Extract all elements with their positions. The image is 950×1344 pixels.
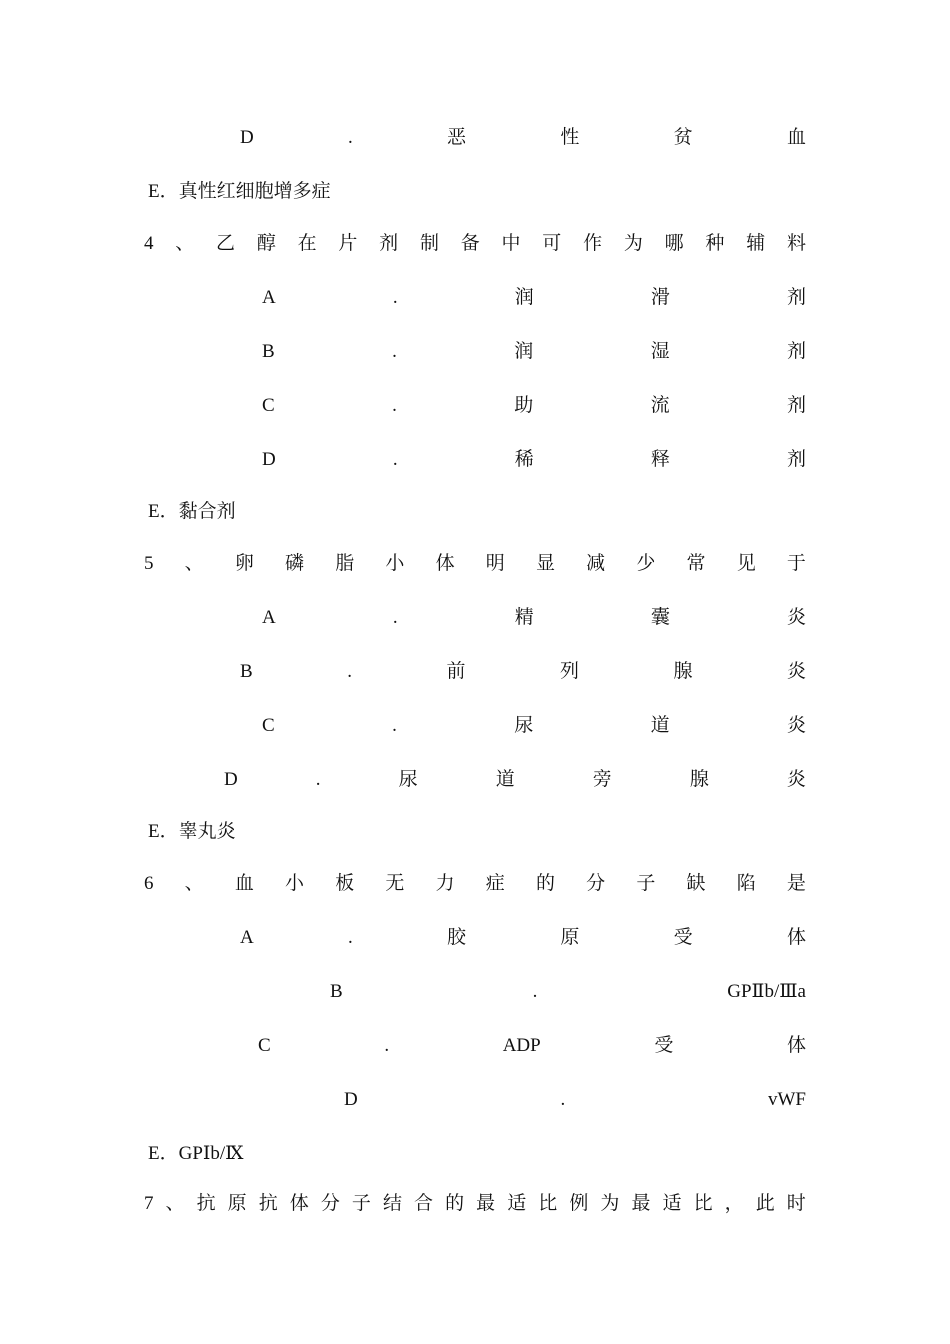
question-number: 5	[144, 553, 154, 574]
option-char: 受	[654, 1035, 674, 1056]
option-dot: .	[348, 927, 353, 948]
q3-option-e: E．真性红细胞增多症	[148, 181, 331, 202]
q6-option-c	[258, 1032, 806, 1060]
option-letter: A	[240, 927, 254, 948]
question-char: 的	[535, 873, 555, 894]
question-char: 减	[586, 553, 606, 574]
option-dot: .	[392, 715, 397, 736]
option-char: 剂	[786, 287, 806, 308]
option-dot: .	[392, 395, 397, 416]
q4-option-b	[262, 338, 806, 366]
question-char: 无	[385, 873, 405, 894]
option-char: 旁	[592, 769, 612, 790]
question-char: 比	[693, 1193, 713, 1214]
question-char: 常	[686, 553, 706, 574]
question-char: 的	[445, 1193, 465, 1214]
option-char: 稀	[514, 449, 534, 470]
option-char: 助	[514, 395, 534, 416]
option-char: 腺	[673, 661, 693, 682]
question-char: 此	[755, 1193, 775, 1214]
question-char: 作	[583, 233, 603, 254]
option-char: 炎	[786, 661, 806, 682]
question-char: 卵	[234, 553, 254, 574]
question-char: 辅	[746, 233, 766, 254]
q6-option-d	[344, 1086, 806, 1114]
option-letter: A	[262, 607, 276, 628]
q6-option-e: E．GPⅠb/Ⅸ	[148, 1143, 244, 1164]
q4-option-e: E．黏合剂	[148, 501, 236, 522]
option-dot: .	[392, 341, 397, 362]
option-char: 囊	[650, 607, 670, 628]
option-char: 精	[514, 607, 534, 628]
option-char: 炎	[786, 715, 806, 736]
option-dot: .	[392, 607, 398, 628]
option-letter: C	[262, 395, 275, 416]
option-char: 胶	[447, 927, 467, 948]
question-char: 备	[460, 233, 480, 254]
question-char: 乙	[216, 233, 236, 254]
question-char: 血	[234, 873, 254, 894]
option-char: 滑	[650, 287, 670, 308]
option-dot: .	[560, 1089, 566, 1110]
question-char: 、	[184, 553, 204, 574]
option-char: 润	[514, 341, 534, 362]
question-char: 体	[289, 1193, 309, 1214]
option-char: 体	[786, 1035, 806, 1056]
question-char: 时	[786, 1193, 806, 1214]
q4-question	[144, 230, 806, 258]
question-char: 症	[485, 873, 505, 894]
option-char: 列	[559, 661, 579, 682]
option-dot: .	[315, 769, 321, 790]
question-char: 种	[705, 233, 725, 254]
question-char: 板	[335, 873, 355, 894]
option-letter: B	[240, 661, 253, 682]
option-char: 道	[650, 715, 670, 736]
option-letter: D	[262, 449, 276, 470]
q5-option-b	[240, 658, 806, 686]
option-dot: .	[384, 1035, 390, 1056]
option-char: 尿	[398, 769, 418, 790]
option-char: 腺	[689, 769, 709, 790]
question-char: 、	[175, 233, 195, 254]
question-char: 剂	[379, 233, 399, 254]
question-number: 6	[144, 873, 154, 894]
question-char: 、	[165, 1193, 185, 1214]
option-char: 恶	[447, 127, 467, 148]
option-text: vWF	[767, 1089, 806, 1110]
question-char: 磷	[285, 553, 305, 574]
option-char: 前	[446, 661, 466, 682]
question-char: 力	[435, 873, 455, 894]
question-number: 7	[144, 1193, 154, 1214]
question-char: 合	[414, 1193, 434, 1214]
q5-question	[144, 550, 806, 578]
question-char: 见	[736, 553, 756, 574]
option-letter: C	[258, 1035, 271, 1056]
option-letter: B	[330, 981, 343, 1002]
option-char: 道	[495, 769, 515, 790]
option-letter: D	[240, 127, 254, 148]
question-char: 、	[184, 873, 204, 894]
option-char: 贫	[673, 127, 693, 148]
question-char: 子	[351, 1193, 371, 1214]
option-char: 性	[560, 127, 580, 148]
question-char: 为	[623, 233, 643, 254]
question-char: 哪	[664, 233, 684, 254]
question-char: 比	[538, 1193, 558, 1214]
option-char: 血	[786, 127, 806, 148]
question-char: 例	[569, 1193, 589, 1214]
option-char: 剂	[786, 341, 806, 362]
question-char: 醇	[256, 233, 276, 254]
option-letter: C	[262, 715, 275, 736]
question-number: 4	[144, 233, 154, 254]
question-char: 分	[320, 1193, 340, 1214]
question-char: 抗	[258, 1193, 278, 1214]
option-char: 原	[560, 927, 580, 948]
option-char: 释	[650, 449, 670, 470]
option-text: ADP	[502, 1035, 541, 1056]
option-dot: .	[392, 449, 398, 470]
option-dot: .	[532, 981, 538, 1002]
question-char: 少	[636, 553, 656, 574]
q6-option-b	[330, 978, 806, 1006]
question-char: 抗	[196, 1193, 216, 1214]
question-char: 制	[419, 233, 439, 254]
question-char: 适	[507, 1193, 527, 1214]
question-char: 原	[227, 1193, 247, 1214]
option-dot: .	[392, 287, 398, 308]
option-letter: D	[344, 1089, 358, 1110]
option-letter: A	[262, 287, 276, 308]
option-char: 炎	[786, 607, 806, 628]
question-char: 最	[631, 1193, 651, 1214]
option-char: 润	[514, 287, 534, 308]
q3-option-d	[240, 124, 806, 152]
option-char: 体	[786, 927, 806, 948]
question-char: 脂	[335, 553, 355, 574]
question-char: 可	[542, 233, 562, 254]
option-dot: .	[347, 661, 352, 682]
question-char: 小	[385, 553, 405, 574]
question-char: 小	[285, 873, 305, 894]
question-char: 料	[786, 233, 806, 254]
option-char: 流	[650, 395, 670, 416]
question-char: 子	[636, 873, 656, 894]
option-char: 剂	[786, 395, 806, 416]
option-letter: D	[224, 769, 238, 790]
question-char: 明	[485, 553, 505, 574]
question-char: 中	[501, 233, 521, 254]
q5-option-d	[224, 766, 806, 794]
option-text: GPⅡb/Ⅲa	[727, 981, 806, 1002]
option-char: 尿	[514, 715, 534, 736]
option-char: 炎	[786, 769, 806, 790]
question-char: 片	[338, 233, 358, 254]
q5-option-c	[262, 712, 806, 740]
option-char: 受	[673, 927, 693, 948]
option-letter: B	[262, 341, 275, 362]
q5-option-e: E．睾丸炎	[148, 821, 236, 842]
question-char: 缺	[686, 873, 706, 894]
option-char: 湿	[650, 341, 670, 362]
question-char: 体	[435, 553, 455, 574]
question-char: 显	[535, 553, 555, 574]
q5-option-a	[262, 604, 806, 632]
question-char: 于	[786, 553, 806, 574]
q7-question	[144, 1190, 806, 1218]
question-char: 分	[586, 873, 606, 894]
question-char: 适	[662, 1193, 682, 1214]
question-char: 为	[600, 1193, 620, 1214]
question-char: 最	[476, 1193, 496, 1214]
q4-option-d	[262, 446, 806, 474]
option-char: 剂	[786, 449, 806, 470]
q6-question	[144, 870, 806, 898]
question-char: ，	[724, 1193, 744, 1214]
q4-option-c	[262, 392, 806, 420]
question-char: 在	[297, 233, 317, 254]
question-char: 结	[382, 1193, 402, 1214]
question-char: 是	[786, 873, 806, 894]
q6-option-a	[240, 924, 806, 952]
option-dot: .	[348, 127, 353, 148]
q4-option-a	[262, 284, 806, 312]
question-char: 陷	[736, 873, 756, 894]
